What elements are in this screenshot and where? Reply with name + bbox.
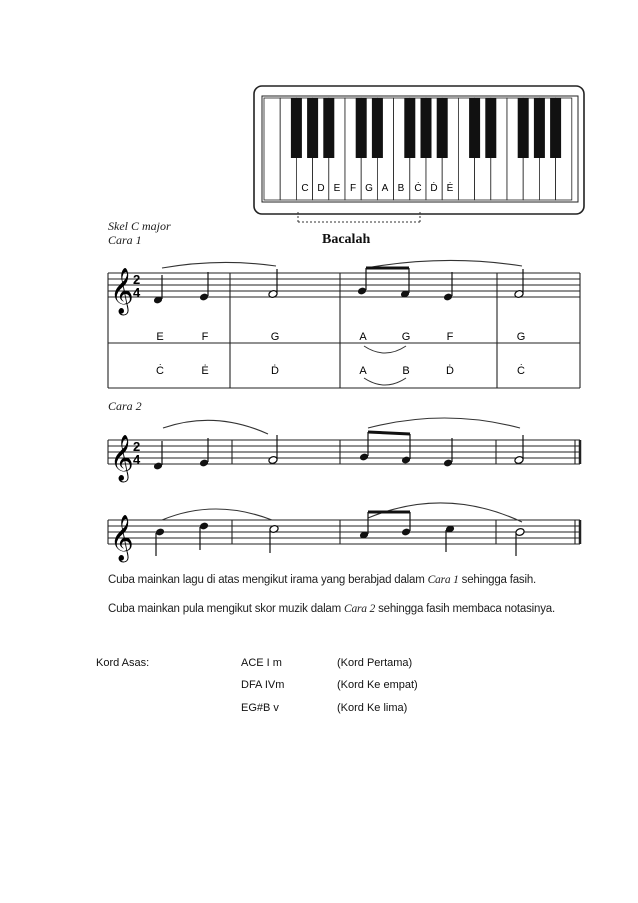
letter-cell: F	[446, 331, 454, 343]
note	[401, 512, 411, 536]
instruction-emphasis: Cara 2	[344, 603, 376, 615]
letter-cell: A	[359, 365, 367, 377]
letter-cell: A	[359, 331, 367, 343]
note	[199, 522, 209, 550]
note	[153, 441, 163, 470]
treble-clef-icon: 𝄞	[110, 516, 134, 560]
black-key	[550, 98, 561, 158]
time-sig-top: 2	[133, 272, 141, 287]
time-sig-top: 2	[133, 439, 141, 454]
time-sig-bottom: 4	[133, 285, 141, 300]
black-keys	[291, 98, 561, 158]
black-key	[404, 98, 415, 158]
key-label: G	[365, 183, 373, 194]
note	[357, 268, 367, 295]
black-key	[518, 98, 529, 158]
bacalah-heading: Bacalah	[322, 232, 371, 247]
letter-cell: Ċ	[517, 365, 525, 377]
key-label: A	[381, 183, 389, 194]
black-key	[469, 98, 480, 158]
kord-desc: (Kord Ke lima)	[337, 702, 408, 714]
black-key	[534, 98, 545, 158]
black-key	[485, 98, 496, 158]
kord-desc: (Kord Pertama)	[337, 657, 413, 669]
key-label: Ė	[446, 183, 454, 194]
black-key	[307, 98, 318, 158]
note	[515, 528, 525, 556]
cara1-score	[0, 250, 638, 400]
cara2-staff-1	[0, 410, 638, 490]
note	[443, 438, 453, 467]
letter-cell: G	[401, 331, 411, 343]
treble-clef-icon: 𝄞	[110, 436, 134, 480]
letter-cell: B	[402, 365, 410, 377]
note	[155, 528, 165, 556]
note	[359, 432, 369, 461]
key-label: D	[317, 183, 325, 194]
key-label: Ḋ	[430, 183, 438, 194]
letter-cell: Ċ	[156, 365, 164, 377]
black-key	[421, 98, 432, 158]
kord-desc: (Kord Ke empat)	[337, 679, 418, 691]
black-key	[291, 98, 302, 158]
note	[401, 434, 411, 464]
black-key	[437, 98, 448, 158]
letter-cell: G	[516, 331, 526, 343]
instruction-text: Cuba mainkan lagu di atas mengikut irama yang berabjad dalam	[108, 574, 428, 586]
key-label: E	[333, 183, 341, 194]
key-label: F	[349, 183, 357, 194]
note	[268, 435, 278, 464]
white-key	[264, 98, 280, 200]
cara2-label: Cara 2	[108, 399, 142, 413]
instruction-line-2	[108, 603, 555, 615]
note	[199, 272, 209, 301]
time-sig-bottom: 4	[133, 452, 141, 467]
letter-cell: Ḋ	[446, 365, 454, 377]
cara1-label: Cara 1	[108, 233, 142, 247]
black-key	[356, 98, 367, 158]
letter-cell: F	[201, 331, 209, 343]
instruction-emphasis: Cara 1	[427, 574, 459, 586]
key-label: Ċ	[414, 183, 422, 194]
kord-chord: EG#B v	[241, 702, 279, 714]
kord-chord: DFA IVm	[241, 679, 285, 691]
kord-label: Kord Asas:	[96, 657, 150, 669]
instruction-line-1	[108, 574, 536, 586]
piano-keyboard	[0, 0, 638, 240]
note	[443, 272, 453, 301]
instruction-text: Cuba mainkan pula mengikut skor muzik dalam	[108, 603, 345, 615]
letter-cell: Ḋ	[271, 365, 279, 377]
note	[514, 435, 524, 464]
key-label: B	[397, 183, 405, 194]
black-key	[372, 98, 383, 158]
cara2-staff-2	[0, 490, 638, 570]
treble-clef-icon: 𝄞	[110, 269, 134, 313]
letter-cell: Ė	[201, 365, 209, 377]
kord-chord: ACE I m	[241, 657, 282, 669]
instruction-text: sehingga fasih.	[458, 574, 537, 586]
black-key	[323, 98, 334, 158]
letter-cell: G	[270, 331, 280, 343]
section-title: Skel C major	[108, 219, 171, 233]
instruction-text: sehingga fasih membaca notasinya.	[375, 603, 555, 615]
note	[269, 525, 279, 553]
key-label: C	[301, 183, 309, 194]
note	[199, 438, 209, 467]
letter-cell: E	[156, 331, 164, 343]
